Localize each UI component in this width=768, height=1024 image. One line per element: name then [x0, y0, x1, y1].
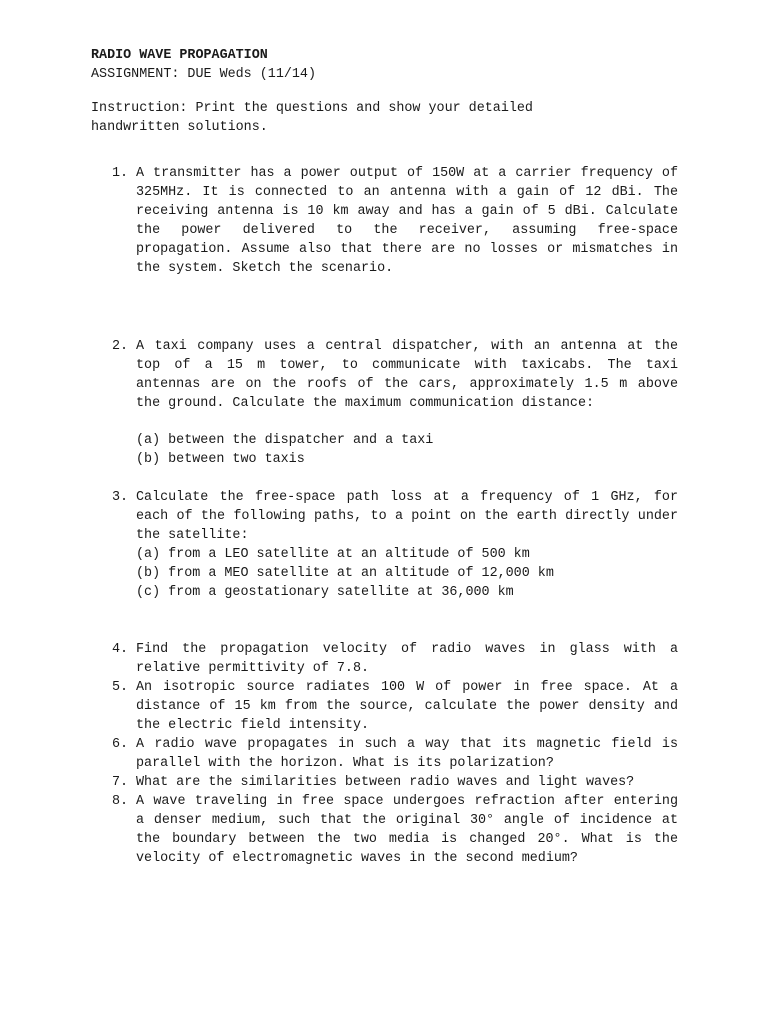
question-number: 6. — [112, 737, 129, 752]
question-7 — [112, 773, 678, 792]
question-text: A radio wave propagates in such a way that its magnetic field is parallel with the horizon. What is its polarization? — [136, 737, 678, 771]
question-text: What are the similarities between radio waves and light waves? — [136, 775, 635, 790]
instruction-line-2: handwritten solutions. — [91, 120, 268, 135]
question-5 — [112, 678, 678, 735]
instruction-text — [91, 99, 533, 137]
question-2 — [112, 337, 678, 413]
question-number: 5. — [112, 680, 129, 695]
question-text: A taxi company uses a central dispatcher, with an antenna at the top of a 15 m tower, to communicate with taxicabs. The taxi antennas are on the roofs of the cars, approximately 1.5 m above the ground. Calculate the maximum communication distance: — [136, 339, 678, 411]
question-6 — [112, 735, 678, 773]
assignment-due-line: ASSIGNMENT: DUE Weds (11/14) — [91, 67, 316, 82]
question-1 — [112, 164, 678, 278]
question-number: 4. — [112, 642, 129, 657]
question-text: A wave traveling in free space undergoes refraction after entering a denser medium, such that the original 30° angle of incidence at the boundary between the two media is changed 20°. What is the velocity of electromagnetic waves in the second medium? — [136, 794, 678, 866]
question-number: 1. — [112, 166, 129, 181]
question-3 — [112, 488, 678, 545]
question-number: 2. — [112, 339, 129, 354]
question-text: Calculate the free-space path loss at a frequency of 1 GHz, for each of the following paths, to a point on the earth directly under the satellite: — [136, 490, 678, 543]
question-number: 3. — [112, 490, 129, 505]
question-4 — [112, 640, 678, 678]
question-2-part-b: (b) between two taxis — [136, 452, 305, 467]
question-text: Find the propagation velocity of radio waves in glass with a relative permittivity of 7.8. — [136, 642, 678, 676]
question-3-part-b: (b) from a MEO satellite at an altitude of 12,000 km — [136, 566, 554, 581]
instruction-line-1: Instruction: Print the questions and show your detailed — [91, 101, 533, 116]
question-8 — [112, 792, 678, 868]
question-3-part-c: (c) from a geostationary satellite at 36,000 km — [136, 585, 514, 600]
document-title: RADIO WAVE PROPAGATION — [91, 48, 268, 63]
question-2-part-a: (a) between the dispatcher and a taxi — [136, 433, 434, 448]
question-number: 8. — [112, 794, 129, 809]
question-text: A transmitter has a power output of 150W at a carrier frequency of 325MHz. It is connected to an antenna with a gain of 12 dBi. The receiving antenna is 10 km away and has a gain of 5 dBi. Calculate the power delivered to the receiver, assuming free-space propagation. Assume also that there are no losses or mismatches in the system. Sketch the scenario. — [136, 166, 678, 276]
question-text: An isotropic source radiates 100 W of power in free space. At a distance of 15 km from the source, calculate the power density and the electric field intensity. — [136, 680, 678, 733]
question-3-part-a: (a) from a LEO satellite at an altitude of 500 km — [136, 547, 530, 562]
question-number: 7. — [112, 775, 129, 790]
